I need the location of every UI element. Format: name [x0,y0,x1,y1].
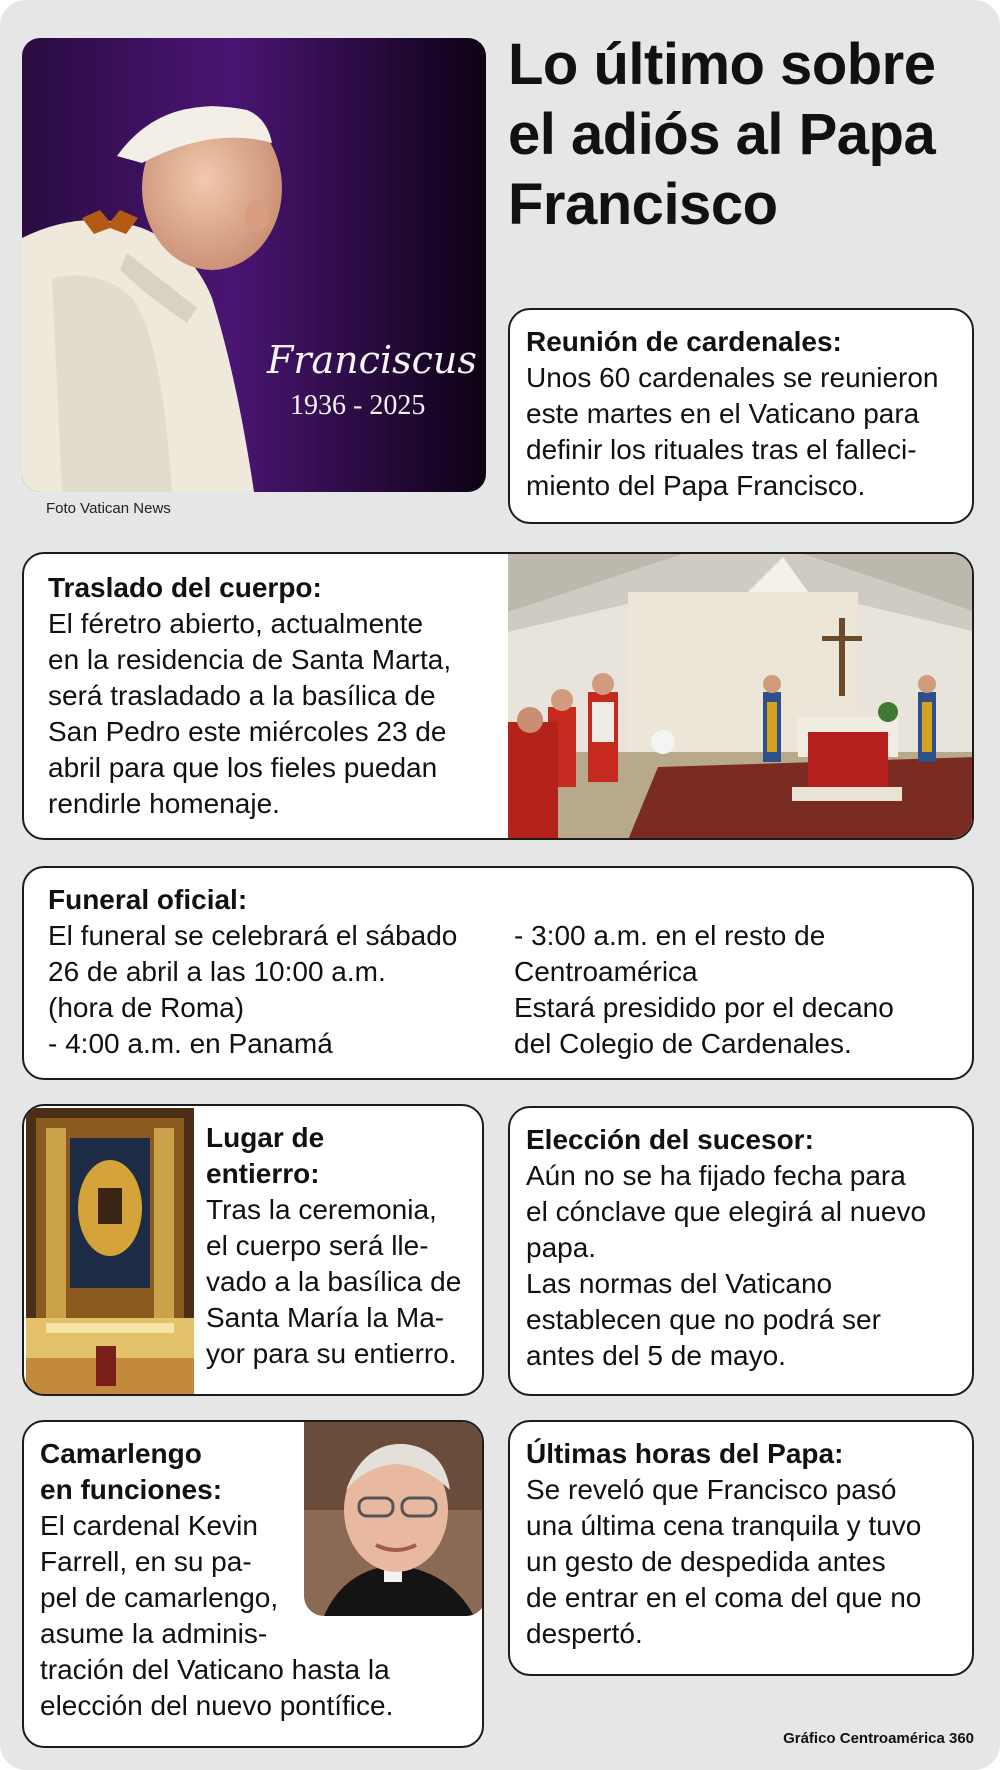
card-camarlengo-body-top: El cardenal Kevin Farrell, en su pa- pel de camarlengo, asume la adminis- [40,1510,279,1649]
card-lugar-heading: Lugar de entierro: [206,1122,325,1189]
chapel-photo [508,552,974,840]
card-reunion-heading: Reunión de cardenales: [526,326,842,357]
card-reunion [508,308,974,524]
basilica-photo [26,1108,194,1396]
card-eleccion-heading: Elección del sucesor: [526,1124,814,1155]
card-ultimas-heading: Últimas horas del Papa: [526,1438,844,1469]
card-eleccion [508,1106,974,1396]
card-funeral-body-right: - 3:00 a.m. en el resto de Centroamérica Estará presidido por el decano del Colegio de Cardenales. [514,920,894,1059]
card-reunion-body: Unos 60 cardenales se reunieron este martes en el Vaticano para definir los rituales tras el falleci- miento del Papa Francisco. [526,362,939,501]
card-camarlengo [22,1420,484,1748]
card-funeral-body-left: El funeral se celebrará el sábado 26 de abril a las 10:00 a.m. (hora de Roma) - 4:00 a.m. en Panamá [48,920,458,1059]
hero-years: 1936 - 2025 [290,390,426,421]
hero-signature: Franciscus [267,338,477,382]
card-traslado-heading: Traslado del cuerpo: [48,572,322,603]
card-lugar-body: Tras la ceremonia, el cuerpo será lle- vado a la basílica de Santa María la Ma- yor para su entierro. [206,1194,462,1369]
card-funeral-heading: Funeral oficial: [48,884,248,915]
page-title: Lo último sobre el adiós al Papa Francisco [508,32,936,237]
graphic-credit: Gráfico Centroamérica 360 [783,1730,974,1747]
card-ultimas [508,1420,974,1676]
card-ultimas-body: Se reveló que Francisco pasó una última cena tranquila y tuvo un gesto de despedida antes de entrar en el coma del que no despertó. [526,1474,922,1649]
card-funeral [22,866,974,1080]
card-camarlengo-body-bottom: tración del Vaticano hasta la elección del nuevo pontífice. [40,1654,394,1721]
photo-caption: Foto Vatican News [46,500,171,517]
hero-photo [22,38,486,492]
card-traslado-body: El féretro abierto, actualmente en la residencia de Santa Marta, será trasladado a la basílica de San Pedro este miércoles 23 de abril para que los fieles puedan rendirle homenaje. [48,608,452,819]
card-lugar [22,1104,484,1396]
card-camarlengo-heading: Camarlengo en funciones: [40,1438,223,1505]
card-traslado [22,552,974,840]
card-eleccion-body: Aún no se ha fijado fecha para el cónclave que elegirá al nuevo papa. Las normas del Vaticano establecen que no podrá ser antes del 5 de mayo. [526,1160,927,1371]
